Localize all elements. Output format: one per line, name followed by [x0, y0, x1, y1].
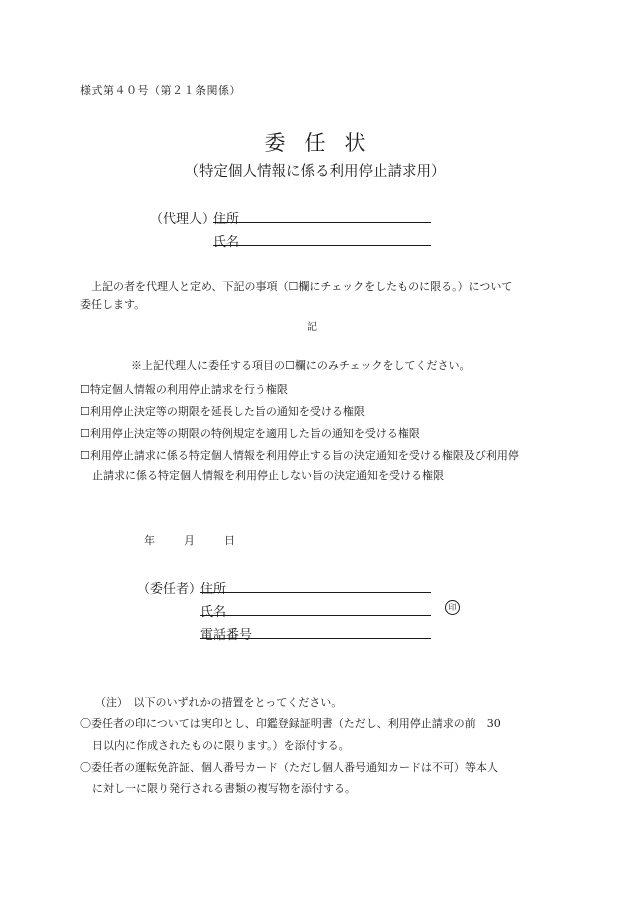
seal-mark: 印 [445, 600, 460, 615]
notes-heading: （注） 以下のいずれかの措置をとってください。 [95, 696, 343, 709]
note-line-2: 日以内に作成されたものに限ります。）を添付する。 [92, 739, 350, 752]
principal-address-label: 住所 [200, 582, 227, 597]
delegation-item-4[interactable]: ☐利用停止請求に係る特定個人情報を利用停止する旨の決定通知を受ける権限及び利用停 [80, 449, 519, 462]
date-year: 年 [144, 534, 155, 547]
agent-name-field[interactable] [213, 230, 431, 246]
principal-role-label: （委任者） [137, 582, 203, 597]
delegation-item-4-continued: 止請求に係る特定個人情報を利用停止しない旨の決定通知を受ける権限 [92, 469, 444, 482]
principal-name-label: 氏名 [200, 605, 227, 620]
note-line-1: 〇委任者の印については実印とし、印鑑登録証明書（ただし、利用停止請求の前 30 [80, 717, 501, 730]
note-line-3: 〇委任者の運転免許証、個人番号カード（ただし個人番号通知カードは不可）等本人 [80, 761, 498, 774]
date-day: 日 [224, 534, 235, 547]
delegation-item-2[interactable]: ☐利用停止決定等の期限を延長した旨の通知を受ける権限 [80, 405, 365, 418]
delegation-item-1[interactable]: ☐特定個人情報の利用停止請求を行う権限 [80, 383, 288, 396]
agent-address-label: 住所 [213, 212, 240, 227]
form-number: 様式第４０号（第２１条関係） [80, 84, 241, 97]
principal-address-field[interactable] [200, 577, 431, 593]
intro-line-2: 委任します。 [80, 298, 146, 311]
ki-marker: 記 [307, 322, 317, 333]
principal-phone-label: 電話番号 [200, 628, 253, 643]
checkbox-instruction: ※上記代理人に委任する項目の☐欄にのみチェックをしてください。 [131, 359, 471, 372]
date-month: 月 [184, 534, 195, 547]
agent-role-label: （代理人） [150, 212, 216, 227]
agent-address-field[interactable] [213, 207, 431, 223]
principal-phone-field[interactable] [200, 623, 431, 639]
principal-name-field[interactable] [200, 600, 431, 616]
delegation-item-3[interactable]: ☐利用停止決定等の期限の特例規定を適用した旨の通知を受ける権限 [80, 427, 420, 440]
document-subtitle: （特定個人情報に係る利用停止請求用） [184, 164, 446, 180]
document-title: 委任状 [264, 131, 385, 155]
agent-name-label: 氏名 [213, 235, 240, 250]
note-line-4: に対し一に限り発行される書類の複写物を添付する。 [92, 782, 356, 795]
intro-line-1: 上記の者を代理人と定め、下記の事項（☐欄にチェックをしたものに限る。）について [91, 280, 513, 293]
